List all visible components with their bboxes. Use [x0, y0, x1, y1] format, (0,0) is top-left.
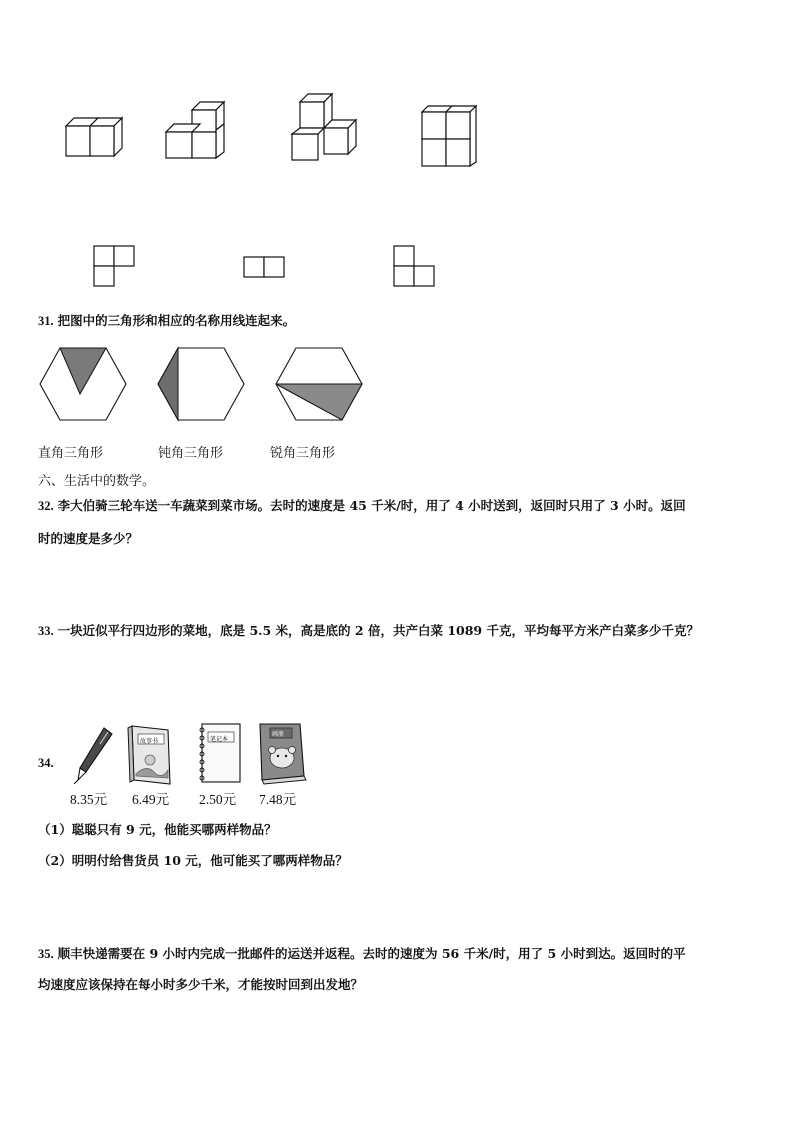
- cube-solid-3: [288, 92, 368, 164]
- question-text: 把图中的三角形和相应的名称用线连起来。: [57, 313, 296, 328]
- question-text-line-1: 顺丰快递需要在 9 小时内完成一批邮件的运送并返程。去时的速度为 56 千米/时，用了 5 小时到达。返回时的平: [57, 946, 686, 961]
- hexagon-figure-1: [38, 346, 130, 424]
- storybook-icon: [126, 724, 176, 786]
- section-title: 六、生活中的数学。: [38, 474, 156, 489]
- question-35: [38, 945, 686, 963]
- triangle-label-right: 直角三角形: [38, 446, 104, 461]
- question-32: [38, 497, 686, 515]
- view-shape-2: [242, 254, 288, 280]
- question-34-sub-2: （2）明明付给售货员 10 元，他可能买了哪两样物品？: [38, 853, 348, 868]
- question-32-line-2: [38, 530, 138, 548]
- question-text: 一块近似平行四边形的菜地，底是 5.5 米，高是底的 2 倍，共产白菜 1089 千克，平均每平方米产白菜多少千克？: [57, 623, 699, 638]
- triangle-label-obtuse: 钝角三角形: [158, 446, 224, 461]
- price-album: 7.48元: [259, 792, 297, 807]
- pen-icon: [68, 724, 118, 784]
- question-number: 32.: [38, 499, 54, 513]
- price-storybook: 6.49元: [132, 792, 170, 807]
- question-number: 33.: [38, 624, 54, 638]
- hexagon-figure-3: [274, 346, 366, 424]
- notebook-cover-text: 笔记本: [210, 736, 229, 743]
- question-text-line-1: 李大伯骑三轮车送一车蔬菜到菜市场。去时的速度是 45 千米/时，用了 4 小时送到，返回时只用了 3 小时。返回: [57, 498, 686, 513]
- hexagon-figure-2: [156, 346, 248, 424]
- question-34-sub-1: （1）聪聪只有 9 元，他能买哪两样物品？: [38, 822, 277, 837]
- question-number: 35.: [38, 947, 54, 961]
- price-notebook: 2.50元: [199, 792, 237, 807]
- album-cover-text: 画册: [272, 731, 285, 738]
- question-34-number: 34.: [38, 756, 54, 770]
- question-31: [38, 312, 295, 330]
- view-shape-1: [92, 244, 138, 290]
- question-33: [38, 622, 699, 640]
- cube-solid-1: [60, 110, 130, 160]
- view-shape-3: [392, 244, 438, 290]
- cube-solid-4: [418, 102, 488, 168]
- storybook-cover-text: 故事书: [140, 738, 159, 745]
- question-text-line-2: 时的速度是多少？: [38, 531, 139, 546]
- question-35-line-2: [38, 976, 363, 994]
- notebook-icon: [196, 722, 244, 786]
- question-text-line-2: 均速度应该保持在每小时多少千米，才能按时回到出发地？: [38, 977, 364, 992]
- question-number: 31.: [38, 314, 54, 328]
- price-pen: 8.35元: [70, 792, 108, 807]
- cube-solid-2: [162, 98, 232, 162]
- triangle-label-acute: 锐角三角形: [270, 446, 336, 461]
